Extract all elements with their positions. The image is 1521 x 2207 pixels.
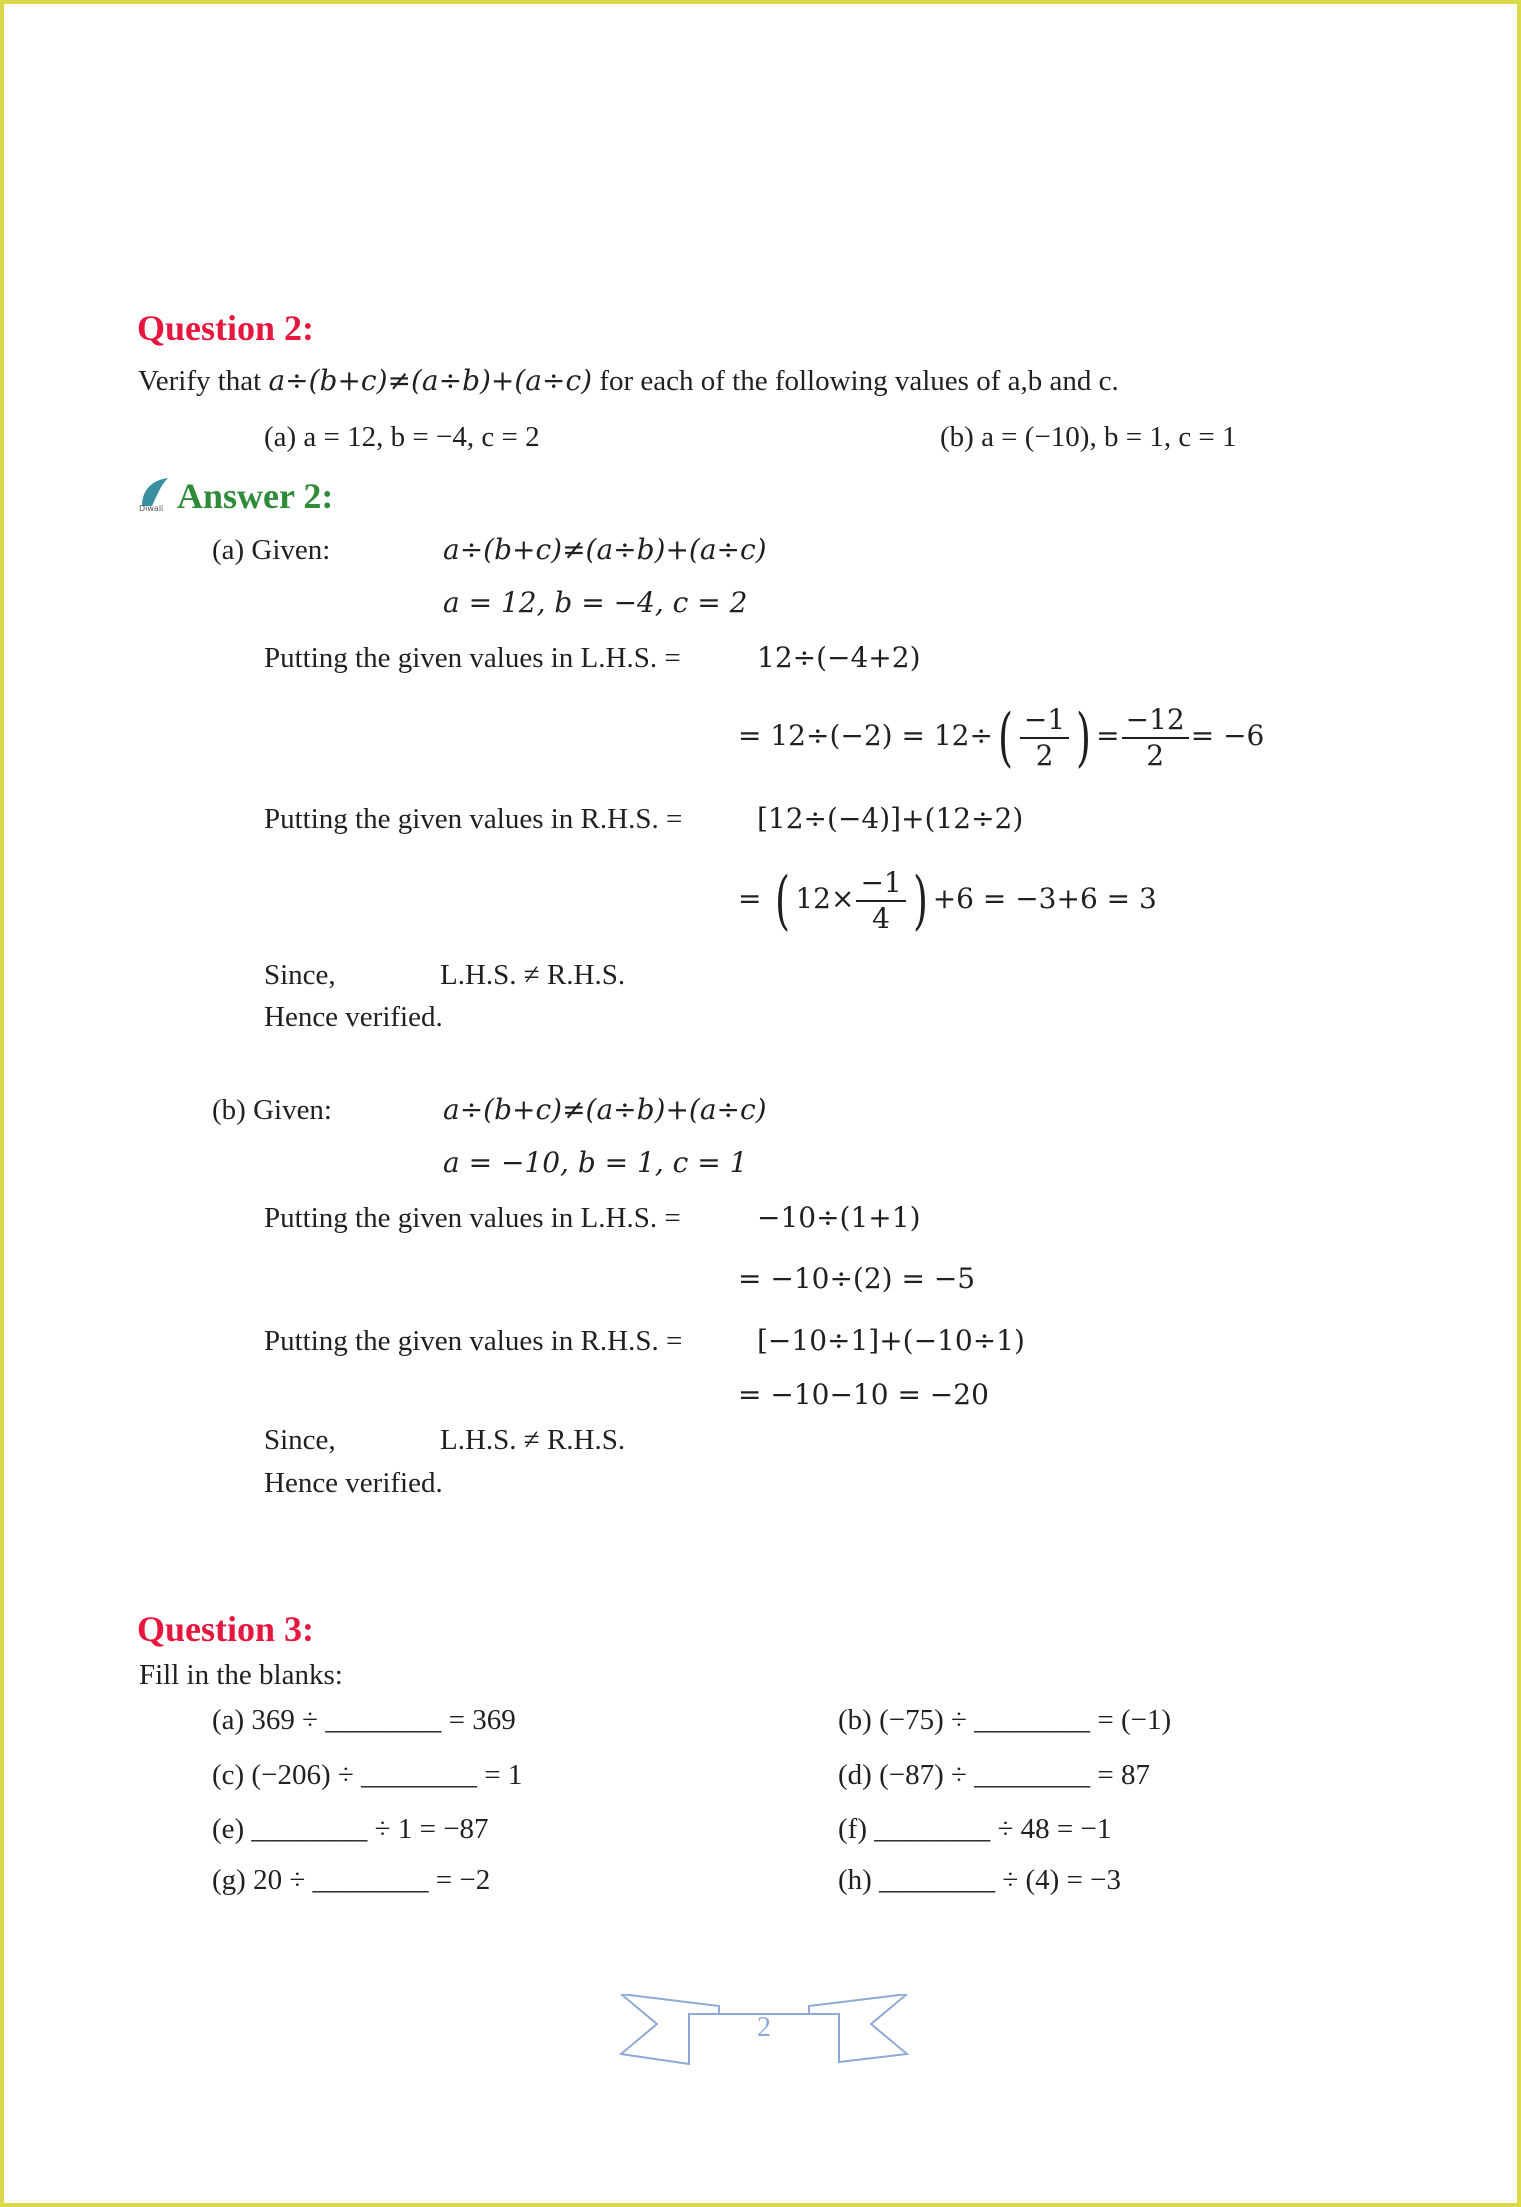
page-number-ribbon (619, 1994, 909, 2066)
blank-item: (g) 20 ÷ ________ = −2 (212, 1864, 491, 1896)
lhs-step-b: = −10÷(2) = −5 (738, 1262, 976, 1295)
given-values-b: a = −10, b = 1, c = 1 (443, 1146, 748, 1179)
equals: = (738, 882, 762, 915)
lhs-step-a: = 12÷(−2) = 12÷( $\frac{-1}{2}$ ) = $\frac{-12}{2}$ = −6 (738, 700, 1265, 775)
given-label-a: (a) Given: (212, 534, 331, 566)
since-label-b: Since, (264, 1424, 336, 1456)
rhs-step-text: 12× (795, 882, 855, 915)
blank-item: (e) ________ ÷ 1 = −87 (212, 1813, 489, 1845)
since-expression-b: L.H.S. ≠ R.H.S. (440, 1424, 626, 1456)
hence-verified-b: Hence verified. (264, 1467, 443, 1499)
answer-2-heading: Answer 2: (177, 476, 334, 516)
lhs-step-text: = 12÷(−2) = 12÷ (738, 719, 993, 752)
question-2-part-b: (b) a = (−10), b = 1, c = 1 (940, 421, 1237, 453)
denominator: 2 (1146, 738, 1165, 772)
denominator: 2 (1035, 738, 1054, 772)
fraction (856, 866, 905, 936)
question-2-part-a: (a) a = 12, b = −4, c = 2 (264, 421, 540, 453)
rhs-label-b: Putting the given values in R.H.S. = (264, 1325, 683, 1357)
blank-item: (b) (−75) ÷ ________ = (−1) (838, 1704, 1172, 1736)
blank-item: (h) ________ ÷ (4) = −3 (838, 1864, 1122, 1896)
question-2-prompt (138, 363, 1119, 399)
rhs-step-a: = ( 12× $\frac{-1}{4}$ ) +6 = −3+6 = 3 (738, 863, 1157, 938)
lhs-expression-a: 12÷(−4+2) (757, 641, 921, 674)
lhs-label-b: Putting the given values in L.H.S. = (264, 1202, 681, 1234)
numerator: −12 (1122, 703, 1189, 739)
fraction (1020, 703, 1069, 773)
rhs-result: +6 = −3+6 = 3 (932, 882, 1157, 915)
numerator: −1 (1020, 703, 1069, 739)
logo-text: Diwali (139, 504, 164, 512)
hence-verified-a: Hence verified. (264, 1001, 443, 1033)
question-3-prompt: Fill in the blanks: (139, 1659, 343, 1691)
given-expression-b: a÷(b+c)≠(a÷b)+(a÷c) (443, 1093, 767, 1126)
question-3-heading: Question 3: (137, 1609, 315, 1649)
blank-item: (c) (−206) ÷ ________ = 1 (212, 1759, 523, 1791)
denominator: 4 (872, 901, 890, 935)
since-label-a: Since, (264, 959, 336, 991)
lhs-expression-b: −10÷(1+1) (757, 1201, 921, 1234)
since-expression-a: L.H.S. ≠ R.H.S. (440, 959, 626, 991)
fraction (1122, 703, 1189, 773)
given-expression-a: a÷(b+c)≠(a÷b)+(a÷c) (443, 533, 767, 566)
given-label-b: (b) Given: (212, 1094, 332, 1126)
answer-logo-icon (138, 476, 172, 521)
blank-item: (a) 369 ÷ ________ = 369 (212, 1704, 516, 1736)
lhs-result: = −6 (1190, 719, 1265, 752)
equals: = (1096, 719, 1120, 752)
lhs-label-a: Putting the given values in L.H.S. = (264, 642, 681, 674)
prompt-text-end: for each of the following values of a,b and c. (592, 365, 1119, 397)
blank-item: (d) (−87) ÷ ________ = 87 (838, 1759, 1151, 1791)
given-values-a: a = 12, b = −4, c = 2 (443, 586, 748, 619)
rhs-expression-a: [12÷(−4)]+(12÷2) (757, 802, 1024, 835)
rhs-step-b: = −10−10 = −20 (738, 1378, 989, 1411)
prompt-expression: a÷(b+c)≠(a÷b)+(a÷c) (268, 364, 593, 397)
question-2-heading: Question 2: (137, 308, 315, 348)
page-number: 2 (757, 2012, 771, 2043)
blank-item: (f) ________ ÷ 48 = −1 (838, 1813, 1112, 1845)
numerator: −1 (856, 866, 905, 902)
rhs-label-a: Putting the given values in R.H.S. = (264, 803, 683, 835)
prompt-text: Verify that (138, 365, 269, 397)
rhs-expression-b: [−10÷1]+(−10÷1) (757, 1324, 1025, 1357)
